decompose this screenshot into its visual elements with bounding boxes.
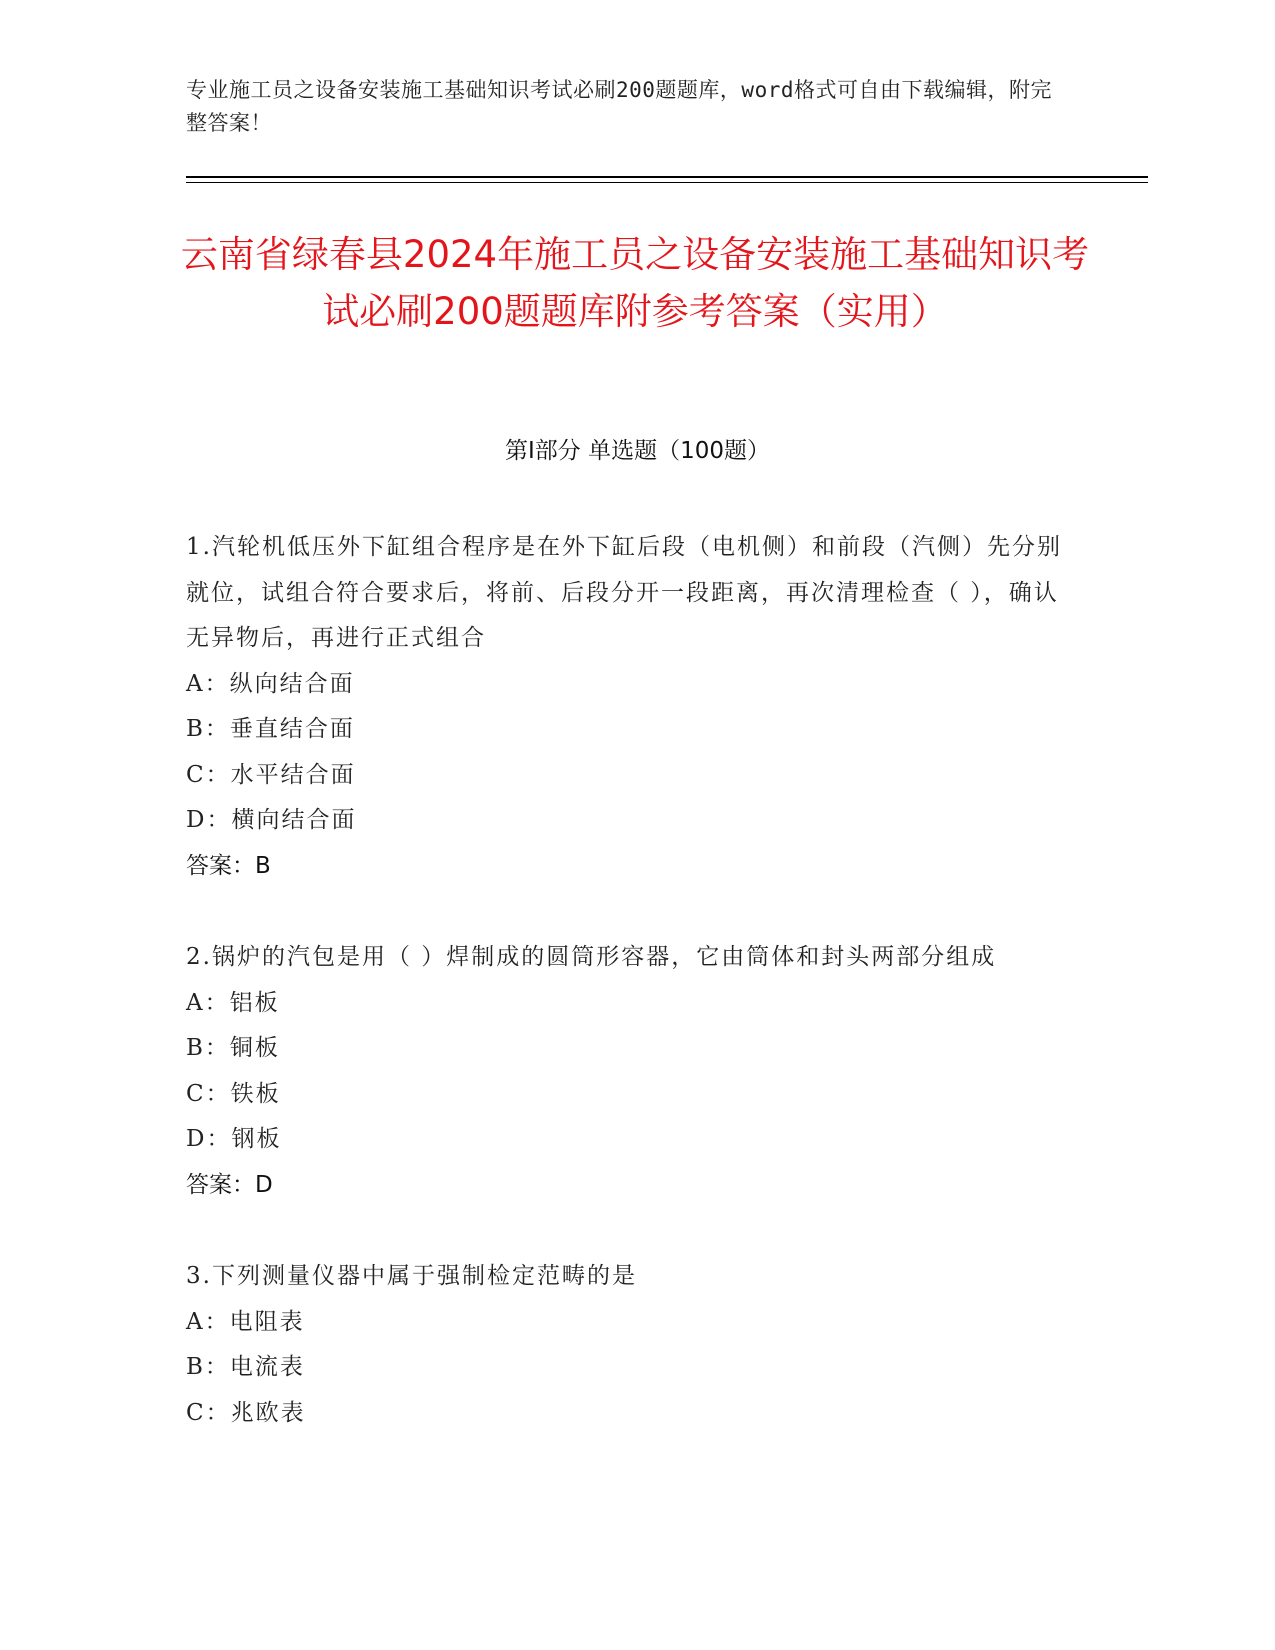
- option-c: C：水平结合面: [186, 761, 356, 788]
- option-d: D：钢板: [186, 1126, 282, 1152]
- option-c: C：铁板: [186, 1080, 281, 1107]
- document-title: 云南省绿春县2024年施工员之设备安装施工基础知识考试必刷200题题库附参考答案（实用）: [180, 233, 1090, 333]
- header-divider-thin: [186, 182, 1148, 183]
- question-answer: 答案：B: [186, 852, 271, 879]
- question-stem: 1.汽轮机低压外下缸组合程序是在外下缸后段（电机侧）和前段（汽侧）先分别就位，试组合符合要求后，将前、后段分开一段距离，再次清理检查（ ），确认无异物后，再进行正式组合: [186, 534, 1062, 651]
- question-stem: 2.锅炉的汽包是用（ ）焊制成的圆筒形容器，它由筒体和封头两部分组成: [186, 944, 997, 970]
- question-2: [186, 935, 1066, 1208]
- option-b: B：铜板: [186, 1035, 280, 1061]
- option-b: B：垂直结合面: [186, 716, 355, 742]
- option-a: A：纵向结合面: [186, 670, 355, 697]
- header-note: 专业施工员之设备安装施工基础知识考试必刷200题题库，word格式可自由下载编辑，附完整答案！: [186, 78, 1052, 135]
- option-b: B：电流表: [186, 1354, 305, 1380]
- question-stem: 3.下列测量仪器中属于强制检定范畴的是: [186, 1263, 637, 1289]
- option-a: A：铝板: [186, 989, 280, 1016]
- question-list: [186, 525, 1066, 1482]
- option-d: D：横向结合面: [186, 807, 357, 833]
- option-c: C：兆欧表: [186, 1399, 306, 1426]
- option-a: A：电阻表: [186, 1308, 305, 1335]
- question-answer: 答案：D: [186, 1171, 273, 1198]
- question-1: [186, 525, 1066, 889]
- section-heading: 第Ⅰ部分 单选题（100题）: [505, 438, 770, 464]
- header-divider-thick: [186, 176, 1148, 178]
- question-3: [186, 1254, 1066, 1436]
